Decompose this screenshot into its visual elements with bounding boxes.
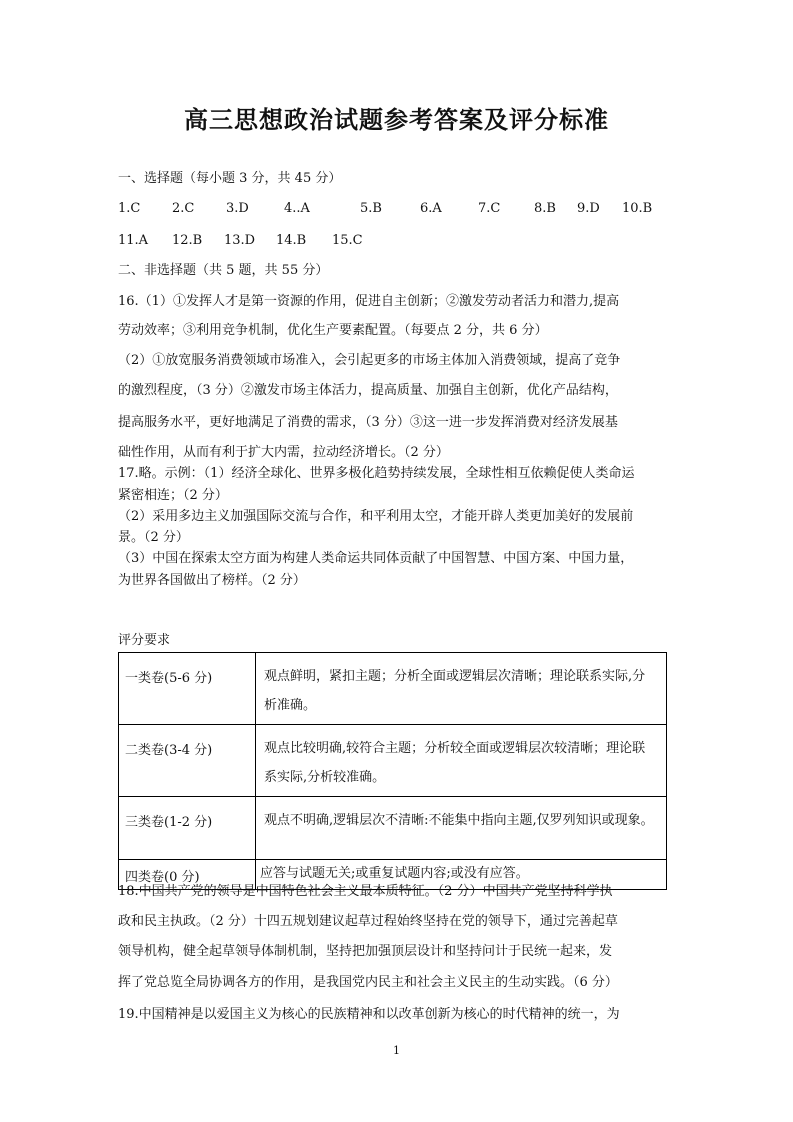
- q17-line: 为世界各国做出了榜样。（2 分）: [118, 573, 306, 588]
- answer-item: 11.A: [118, 233, 149, 248]
- grading-level: 二类卷(3-4 分): [119, 725, 256, 797]
- answer-item: 4..A: [284, 201, 310, 216]
- q18-line: 挥了党总览全局协调各方的作用，是我国党内民主和社会主义民主的生动实践。（6 分）: [118, 975, 618, 990]
- answer-item: 3.D: [226, 201, 249, 216]
- section-heading-nonchoice: 二、非选择题（共 5 题，共 55 分）: [118, 263, 329, 278]
- answer-item: 6.A: [420, 201, 442, 216]
- answer-item: 15.C: [332, 233, 363, 248]
- q16-line: 劳动效率；③利用竞争机制，优化生产要素配置。（每要点 2 分，共 6 分）: [118, 323, 548, 338]
- q17-line: 景。（2 分）: [118, 530, 189, 545]
- grading-row: [119, 797, 667, 860]
- grading-description: 观点鲜明，紧扣主题；分析全面或逻辑层次清晰；理论联系实际,分析准确。: [256, 653, 667, 725]
- answer-item: 5.B: [360, 201, 382, 216]
- q17-line: （2）采用多边主义加强国际交流与合作，和平利用太空，才能开辟人类更加美好的发展前: [118, 509, 634, 524]
- q16-line: 16.（1）①发挥人才是第一资源的作用，促进自主创新；②激发劳动者活力和潜力,提高: [118, 294, 620, 309]
- q16-line: 提高服务水平，更好地满足了消费的需求，（3 分）③这一进一步发挥消费对经济发展基: [118, 415, 618, 430]
- grading-level: 四类卷(0 分): [119, 860, 256, 890]
- q18-line: 18.中国共产党的领导是中国特色社会主义最本质特征。（2 分）中国共产党坚持科学执: [118, 884, 613, 899]
- answer-item: 8.B: [534, 201, 556, 216]
- answer-item: 7.C: [478, 201, 501, 216]
- answer-item: 13.D: [224, 233, 256, 248]
- grading-description: 应答与试题无关;或重复试题内容;或没有应答。: [256, 860, 667, 890]
- q19-line: 19.中国精神是以爱国主义为核心的民族精神和以改革创新为核心的时代精神的统一，为: [118, 1007, 620, 1022]
- q17-line: 紧密相连；（2 分）: [118, 488, 228, 503]
- page-title: 高三思想政治试题参考答案及评分标准: [184, 106, 609, 134]
- grading-row: [119, 725, 667, 797]
- grading-level: 一类卷(5-6 分): [119, 653, 256, 725]
- q18-line: 领导机构，健全起草领导体制机制，坚持把加强顶层设计和坚持问计于民统一起来，发: [118, 944, 613, 959]
- section-heading-choice: 一、选择题（每小题 3 分，共 45 分）: [118, 171, 342, 186]
- grading-description: 观点比较明确,较符合主题；分析较全面或逻辑层次较清晰；理论联系实际,分析较准确。: [256, 725, 667, 797]
- q16-line: 础性作用，从而有利于扩大内需，拉动经济增长。（2 分）: [118, 445, 449, 460]
- q17-line: （3）中国在探索太空方面为构建人类命运共同体贡献了中国智慧、中国方案、中国力量，: [118, 551, 634, 566]
- q17-line: 17.略。示例：（1）经济全球化、世界多极化趋势持续发展，全球性相互依赖促使人类命运: [118, 466, 635, 481]
- page-number: 1: [393, 1044, 400, 1057]
- grading-row: [119, 653, 667, 725]
- answer-item: 14.B: [276, 233, 307, 248]
- answer-item: 10.B: [622, 201, 653, 216]
- q16-line: 的激烈程度，（3 分）②激发市场主体活力，提高质量、加强自主创新，优化产品结构，: [118, 383, 618, 398]
- grading-description: 观点不明确,逻辑层次不清晰:不能集中指向主题,仅罗列知识或现象。: [256, 797, 667, 860]
- q18-line: 政和民主执政。（2 分）十四五规划建议起草过程始终坚持在党的领导下，通过完善起草: [118, 914, 618, 929]
- q16-line: （2）①放宽服务消费领域市场准入，会引起更多的市场主体加入消费领域，提高了竞争: [118, 353, 621, 368]
- answer-item: 12.B: [172, 233, 203, 248]
- answer-item: 2.C: [172, 201, 195, 216]
- grading-level: 三类卷(1-2 分): [119, 797, 256, 860]
- grading-table: [118, 652, 667, 890]
- grading-title: 评分要求: [118, 633, 171, 648]
- answer-item: 9.D: [577, 201, 600, 216]
- answer-item: 1.C: [118, 201, 141, 216]
